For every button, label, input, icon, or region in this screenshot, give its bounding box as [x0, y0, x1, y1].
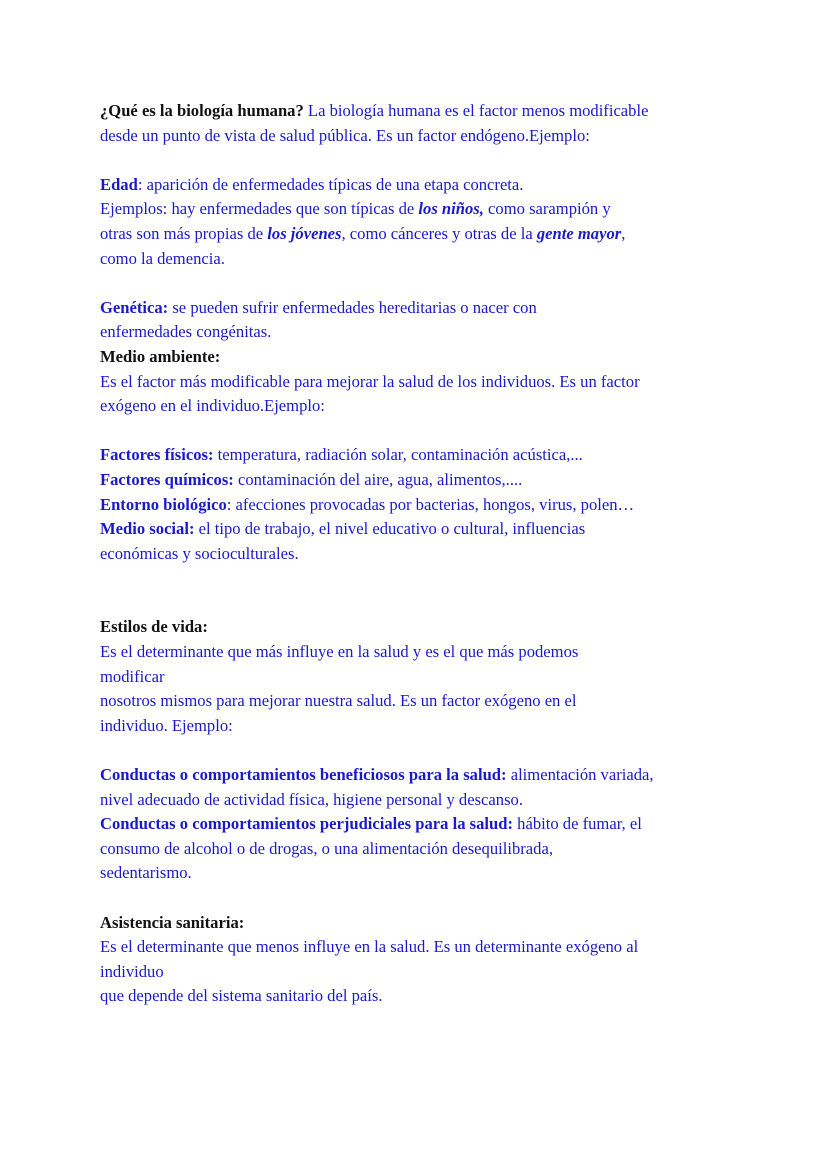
gente-mayor-emphasis: gente mayor: [536, 223, 622, 243]
intro-question: ¿Qué es la biología humana?: [100, 101, 304, 120]
factor-fisicos: [100, 443, 740, 468]
factor-social-label: Medio social:: [100, 519, 195, 539]
conducta-perjudicial-text-2: consumo de alcohol o de drogas, o una alimentación desequilibrada,: [100, 838, 553, 858]
asistencia-line-2: individuo: [100, 961, 164, 981]
intro-paragraph: [100, 99, 740, 124]
conducta-beneficiosa-label: Conductas o comportamientos beneficiosos para la salud:: [100, 765, 507, 785]
factor-biologico: [100, 493, 740, 518]
edad-example-mid-2: otras son más propias de: [100, 223, 268, 243]
asistencia-line-1: Es el determinante que menos influye en la salud. Es un determinante exógeno al: [100, 937, 639, 957]
conducta-perjudicial: [100, 812, 740, 837]
conducta-beneficiosa-text-1: alimentación variada,: [506, 765, 654, 785]
medio-ambiente-heading: Medio ambiente:: [100, 346, 221, 366]
edad-label: Edad: [100, 174, 138, 194]
asistencia-line-3: que depende del sistema sanitario del país.: [100, 986, 383, 1006]
estilos-line-2: modificar: [100, 666, 165, 686]
medio-text-1: Es el factor más modificable para mejorar la salud de los individuos. Es un factor: [100, 371, 640, 391]
estilos-heading: Estilos de vida:: [100, 617, 208, 637]
edad-example-prefix: Ejemplos: hay enfermedades que son típicas de: [100, 199, 419, 219]
conducta-perjudicial-text-1: hábito de fumar, el: [513, 814, 642, 834]
estilos-line-3: nosotros mismos para mejorar nuestra salud. Es un factor exógeno en el: [100, 691, 577, 711]
conducta-beneficiosa-text-2: nivel adecuado de actividad física, higiene personal y descanso.: [100, 789, 523, 809]
asistencia-heading: Asistencia sanitaria:: [100, 912, 245, 932]
edad-example-line-1: [100, 197, 740, 222]
estilos-line-4: individuo. Ejemplo:: [100, 715, 233, 735]
edad-paragraph: [100, 173, 740, 198]
edad-text: : aparición de enfermedades típicas de una etapa concreta.: [137, 174, 524, 194]
edad-example-line-2: [100, 222, 740, 247]
document-page: [100, 99, 740, 1009]
genetica-text-2: enfermedades congénitas.: [100, 322, 272, 342]
conducta-perjudicial-text-3: sedentarismo.: [100, 863, 192, 883]
edad-example-end: como la demencia.: [100, 248, 225, 268]
genetica-text-1: se pueden sufrir enfermedades hereditarias o nacer con: [168, 297, 537, 317]
conducta-beneficiosa: [100, 763, 740, 788]
edad-example-mid-3: , como cánceres y otras de la: [341, 223, 537, 243]
factor-social: [100, 517, 740, 542]
estilos-line-1: Es el determinante que más influye en la salud y es el que más podemos: [100, 642, 579, 662]
intro-line-2: desde un punto de vista de salud pública. Es un factor endógeno.Ejemplo:: [100, 125, 590, 145]
edad-example-mid-4: ,: [621, 223, 626, 243]
medio-text-2: exógeno en el individuo.Ejemplo:: [100, 396, 325, 416]
factores-end: económicas y socioculturales.: [100, 543, 299, 563]
jovenes-emphasis: los jóvenes: [267, 223, 342, 243]
factor-biologico-label: Entorno biológico: [100, 494, 227, 514]
factor-quimicos-text: contaminación del aire, agua, alimentos,....: [233, 469, 523, 489]
factor-quimicos-label: Factores químicos:: [100, 469, 234, 489]
edad-example-mid-1: como sarampión y: [483, 199, 611, 219]
factor-social-text: el tipo de trabajo, el nivel educativo o cultural, influencias: [194, 519, 586, 539]
conducta-perjudicial-label: Conductas o comportamientos perjudiciales para la salud:: [100, 814, 514, 834]
genetica-label: Genética:: [100, 297, 169, 317]
intro-text-1: La biología humana es el factor menos modificable: [303, 101, 649, 120]
genetica-paragraph: [100, 296, 740, 321]
factor-fisicos-text: temperatura, radiación solar, contaminación acústica,...: [213, 445, 583, 465]
factor-biologico-text: : afecciones provocadas por bacterias, hongos, virus, polen…: [226, 494, 635, 514]
factor-fisicos-label: Factores físicos:: [100, 445, 214, 465]
factor-quimicos: [100, 468, 740, 493]
ninos-emphasis: los niños,: [418, 199, 484, 219]
